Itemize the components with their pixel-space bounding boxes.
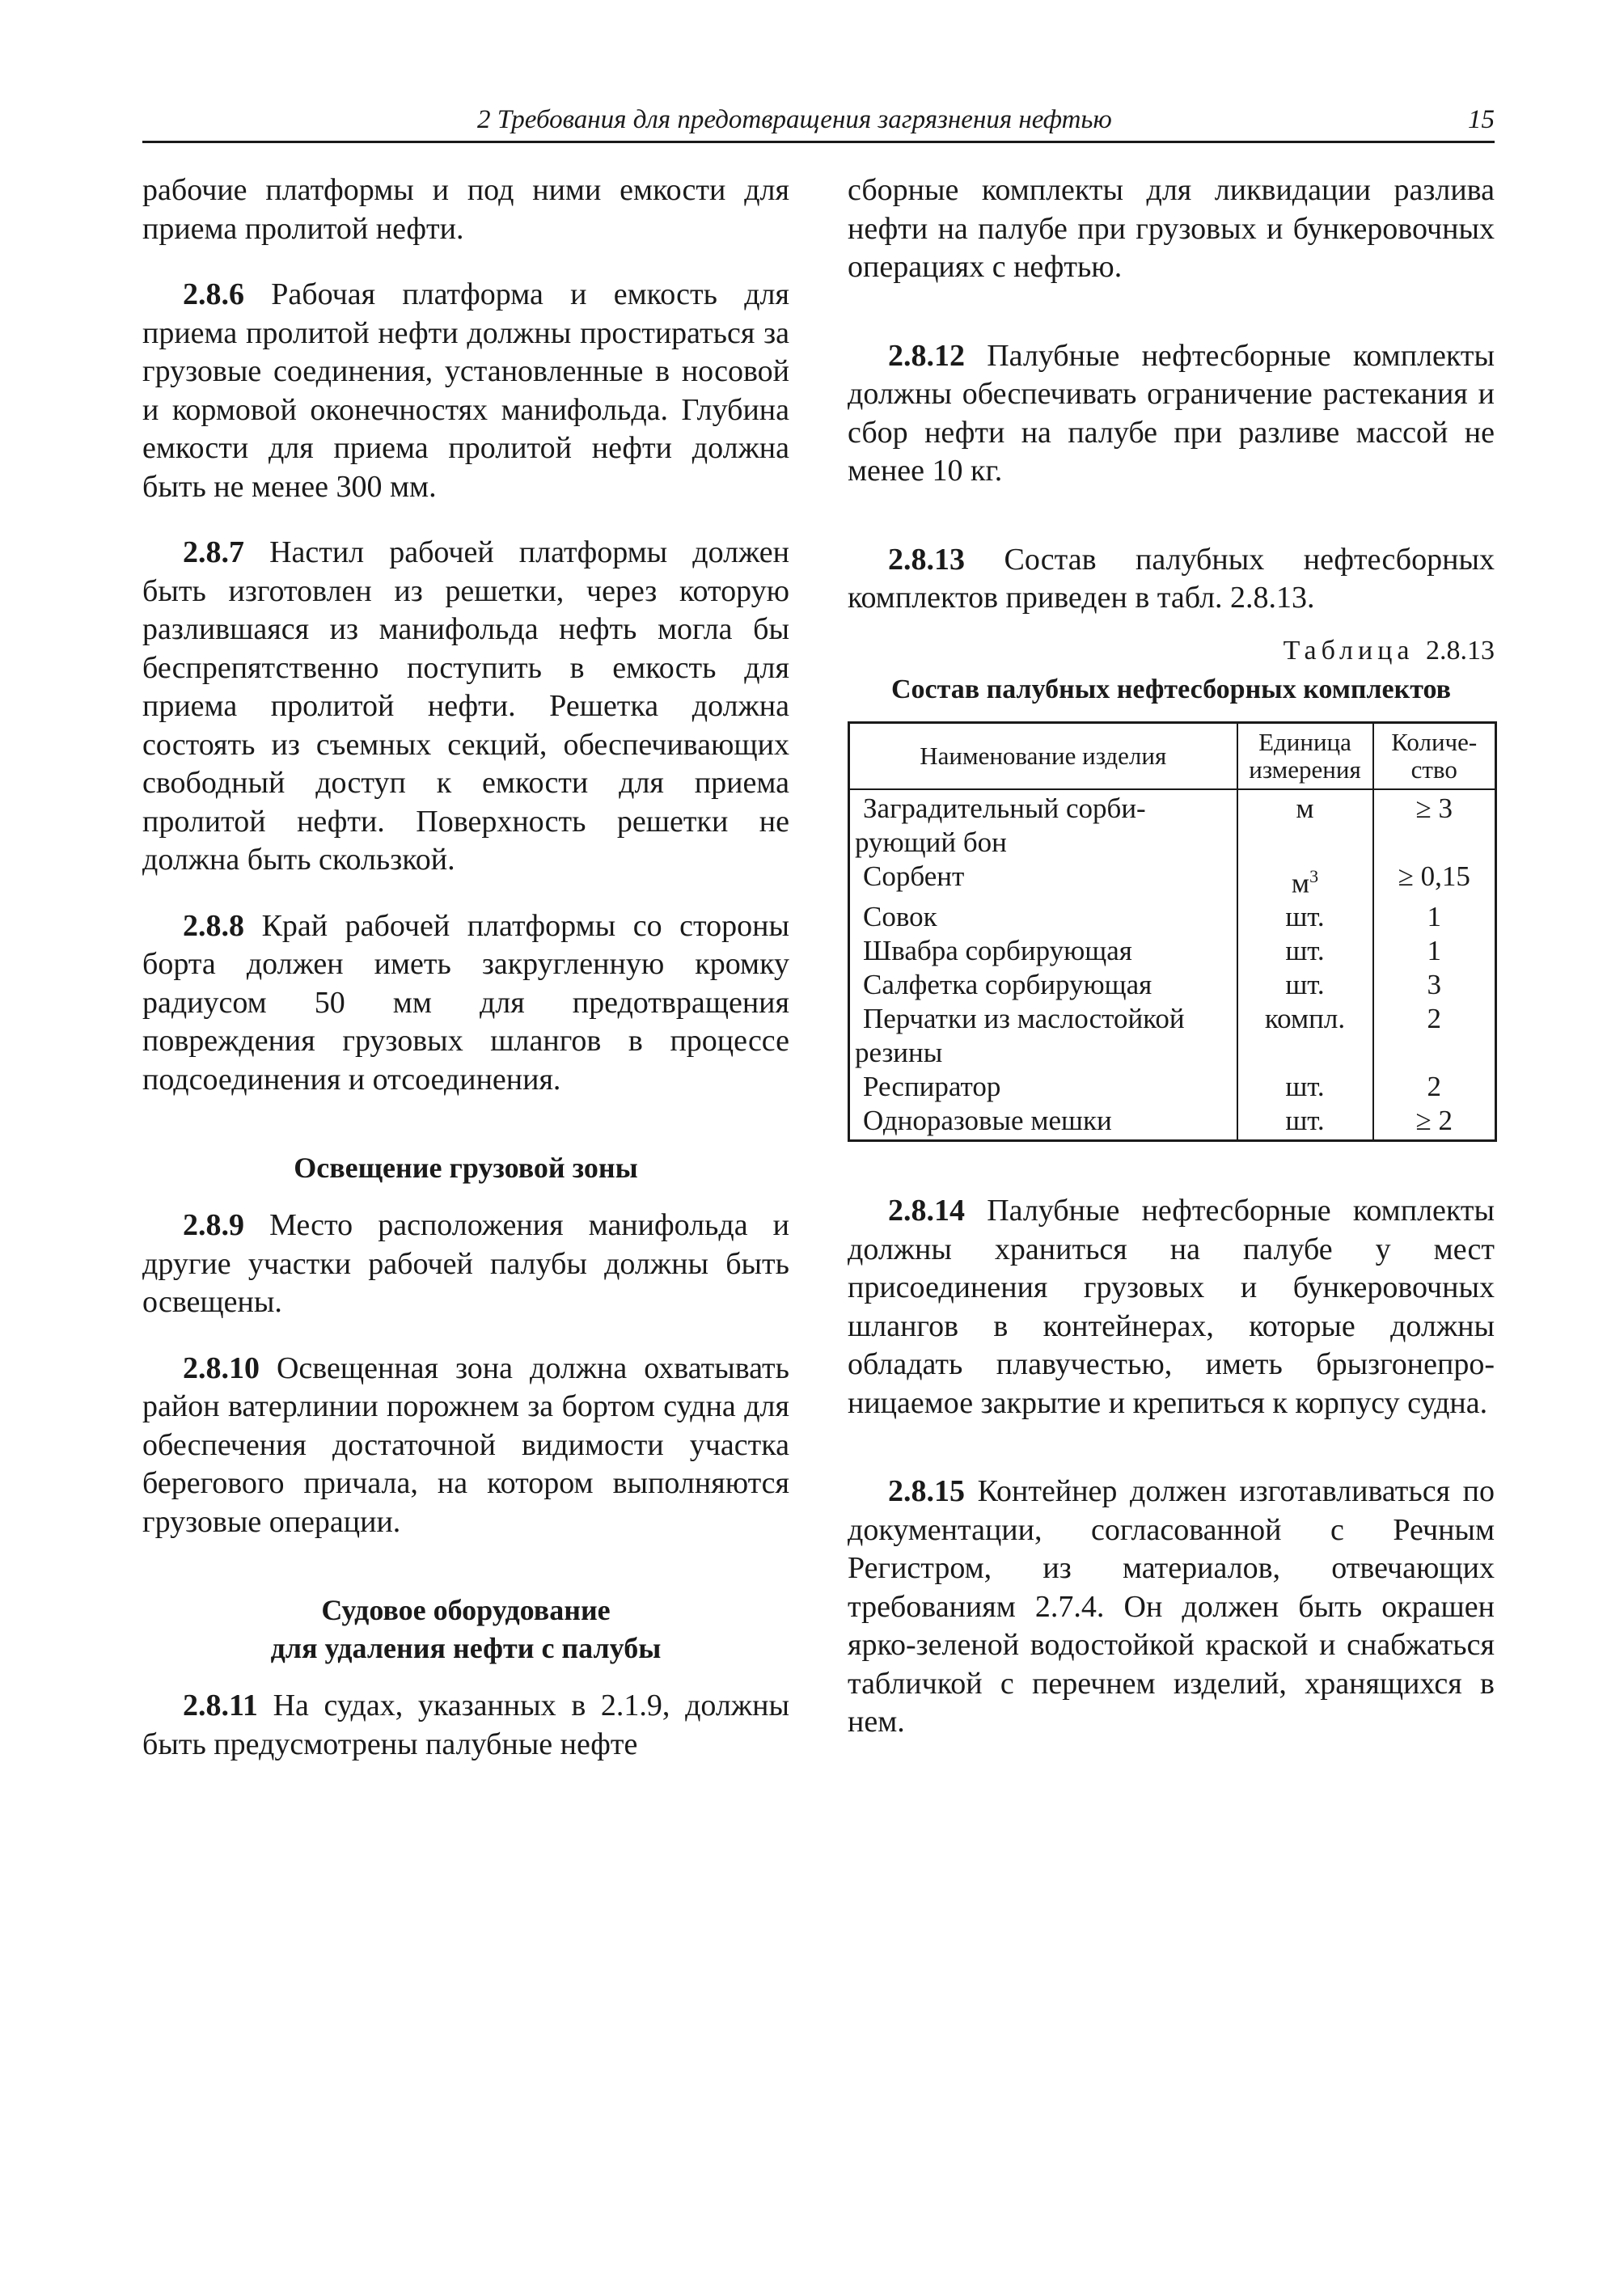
- item-unit: [1237, 860, 1373, 901]
- item-name: Одноразовые мешки: [863, 1105, 1112, 1137]
- paragraph-2-8-8: [142, 907, 789, 1100]
- paragraph-2-8-13: [848, 541, 1495, 618]
- item-qty: ≥ 3: [1373, 789, 1496, 860]
- table-number: 2.8.13: [1426, 635, 1495, 666]
- paragraph-text: рабочие платформы и под ними емкости для приема пролитой нефти.: [142, 173, 789, 246]
- paragraph-text: Палубные нефтесборные комплекты должны обеспечивать ограничение растекания и сбор нефти на палубе при разливе массой не менее 10 кг.: [848, 338, 1495, 488]
- paragraph-text: Настил рабочей платформы должен быть изготовлен из решетки, через которую разлившаяся из манифольда нефть могла бы беспрепятственно поступить в емкость для приема пролитой нефти. Решетка должна состоять из съемных секций, обеспечивающих свободный доступ к емкости для приема пролитой нефти. Поверхность решетки не должна быть скользкой.: [142, 535, 790, 877]
- clause-number: 2.8.10: [183, 1351, 260, 1385]
- clause-number: 2.8.9: [183, 1208, 244, 1242]
- header-line: ство: [1410, 755, 1457, 784]
- section-heading-line: Судовое оборудование: [321, 1594, 611, 1626]
- clause-number: 2.8.8: [183, 908, 244, 943]
- clause-number: 2.8.6: [183, 277, 244, 311]
- left-column: [142, 171, 789, 1764]
- running-header: [142, 105, 1495, 143]
- right-column: [848, 171, 1495, 1742]
- item-name-cell: [849, 860, 1237, 901]
- paragraph-2-8-10: [142, 1350, 789, 1542]
- clause-number: 2.8.13: [888, 542, 965, 577]
- item-name: Респиратор: [863, 1071, 1001, 1103]
- paragraph-2-8-6: [142, 276, 789, 506]
- column-header-name: Наименование изделия: [849, 722, 1237, 789]
- table-title: Состав палубных нефтесборных комплектов: [891, 674, 1451, 704]
- paragraph-text: Контейнер должен изготавливаться по документации, согласованной с Речным Регистром, из материалов, отвечающих требованиям 2.7.4. Он должен быть окрашен ярко-зеленой водостойкой краской и снабжаться табличкой с перечнем изделий, хранящихся в нем.: [848, 1474, 1495, 1739]
- item-name-continued: резины: [855, 1037, 943, 1069]
- item-name: Заградительный сорби-: [863, 792, 1146, 824]
- item-name-cell: [849, 789, 1237, 860]
- item-name-cell: [849, 1104, 1237, 1141]
- paragraph-text: Палубные нефтесборные комплекты должны храниться на палубе у мест присоединения грузовых и бункеровочных шлангов в контейнерах, которые должны обладать плавучестью, иметь брызгонепроницаемое закрытие и крепиться к корпусу судна.: [848, 1194, 1495, 1420]
- item-unit: шт.: [1237, 968, 1373, 1002]
- table-label-word: Таблица: [1283, 635, 1415, 666]
- table-row: [849, 1002, 1496, 1070]
- column-header-unit: [1237, 722, 1373, 789]
- paragraph-text: Освещенная зона должна охватывать район ватерлинии порожнем за бортом судна для обеспечения достаточной видимости участка берегового причала, на котором выполняются грузовые операции.: [142, 1351, 789, 1539]
- page-number: 15: [1468, 105, 1495, 134]
- table-row: [849, 1104, 1496, 1141]
- item-name-continued: рующий бон: [855, 826, 1007, 858]
- item-name: Сорбент: [863, 860, 965, 892]
- item-qty: 3: [1373, 968, 1496, 1002]
- item-unit: шт.: [1237, 900, 1373, 934]
- paragraph-text: Рабочая платформа и емкость для приема пролитой нефти должны простираться за грузовые соединения, установленные в носовой и кормовой оконечностях манифольда. Глубина емкости для приема пролитой нефти должна быть не менее 300 мм.: [142, 277, 789, 504]
- item-qty: 2: [1373, 1070, 1496, 1104]
- paragraph-2-8-15: [848, 1473, 1495, 1742]
- item-qty: 2: [1373, 1002, 1496, 1070]
- paragraph-text: Край рабочей платформы со стороны борта должен иметь закругленную кромку радиусом 50 мм для предотвращения повреждения грузовых шлангов в процессе подсоединения и отсоединения.: [142, 908, 789, 1097]
- section-heading-equipment: [142, 1591, 789, 1668]
- item-name: Перчатки из маслостойкой: [863, 1003, 1185, 1035]
- item-name-cell: [849, 1070, 1237, 1104]
- item-name-cell: [849, 1002, 1237, 1070]
- clause-number: 2.8.12: [888, 338, 965, 373]
- paragraph-2-8-9: [142, 1207, 789, 1322]
- paragraph-text: Состав палубных нефтесборных комплектов приведен в табл. 2.8.13.: [848, 542, 1495, 615]
- kit-composition-table: [848, 721, 1497, 1143]
- clause-number: 2.8.11: [183, 1689, 258, 1722]
- item-qty: ≥ 2: [1373, 1104, 1496, 1141]
- table-header-row: [849, 722, 1496, 789]
- clause-number: 2.8.7: [183, 535, 244, 569]
- item-qty: ≥ 0,15: [1373, 860, 1496, 901]
- item-name-cell: [849, 900, 1237, 934]
- header-line: Единица: [1258, 727, 1351, 756]
- table-row: [849, 900, 1496, 934]
- unit-superscript: 3: [1309, 865, 1319, 886]
- item-name-cell: [849, 968, 1237, 1002]
- item-name: Швабра сорбирующая: [863, 935, 1132, 967]
- unit-base: м: [1291, 867, 1310, 899]
- running-header-title: 2 Требования для предотвращения загрязнения нефтью: [477, 105, 1112, 134]
- column-header-qty: [1373, 722, 1496, 789]
- table-row: [849, 968, 1496, 1002]
- item-qty: 1: [1373, 934, 1496, 968]
- paragraph-continuation: [142, 171, 789, 248]
- item-unit: шт.: [1237, 1070, 1373, 1104]
- paragraph-text: сборные комплекты для ликвидации разлива нефти на палубе при грузовых и бункеровочных операциях с нефтью.: [848, 173, 1495, 284]
- header-line: Количе-: [1391, 727, 1478, 756]
- paragraph-continuation: [848, 171, 1495, 287]
- section-heading-line: для удаления нефти с палубы: [270, 1632, 662, 1664]
- header-line: измерения: [1249, 755, 1361, 784]
- table-row: [849, 934, 1496, 968]
- table-row: [849, 1070, 1496, 1104]
- item-unit: шт.: [1237, 934, 1373, 968]
- item-unit: м: [1237, 789, 1373, 860]
- clause-number: 2.8.15: [888, 1474, 965, 1509]
- paragraph-2-8-11: [142, 1687, 789, 1764]
- table-label: [848, 632, 1495, 670]
- paragraph-text: На судах, указанных в 2.1.9, должны быть предусмотрены палубные нефте: [142, 1689, 789, 1761]
- table-row: [849, 860, 1496, 901]
- section-heading-lighting: Освещение грузовой зоны: [294, 1152, 638, 1184]
- item-name-cell: [849, 934, 1237, 968]
- item-unit: компл.: [1237, 1002, 1373, 1070]
- item-name: Салфетка сорбирующая: [863, 969, 1152, 1001]
- table-row: [849, 789, 1496, 860]
- item-name: Совок: [863, 901, 937, 933]
- item-unit: шт.: [1237, 1104, 1373, 1141]
- paragraph-text: Место расположения манифольда и другие участки рабочей палубы должны быть освещены.: [142, 1208, 790, 1319]
- paragraph-2-8-14: [848, 1192, 1495, 1422]
- clause-number: 2.8.14: [888, 1194, 965, 1228]
- paragraph-2-8-7: [142, 534, 789, 880]
- item-qty: 1: [1373, 900, 1496, 934]
- paragraph-2-8-12: [848, 337, 1495, 491]
